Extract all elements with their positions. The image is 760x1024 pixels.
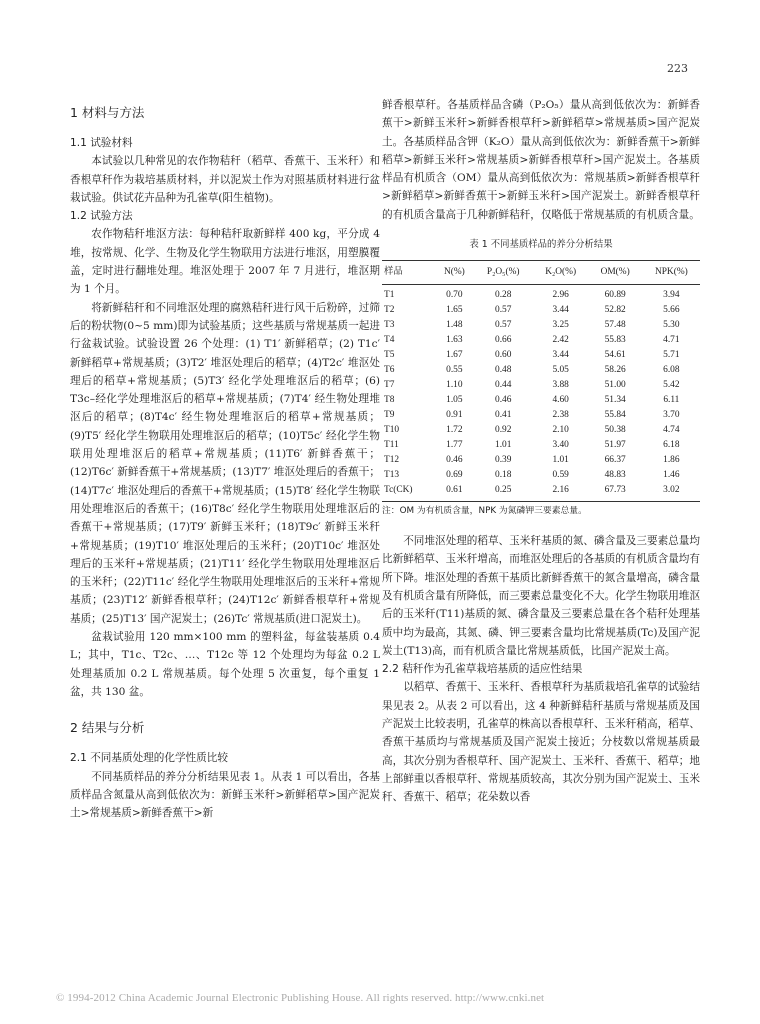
table-cell: 1.72 [446,425,463,436]
table-row [382,438,700,453]
table-row [382,348,700,363]
table-cell: 0.46 [446,455,463,466]
table-cell: T7 [384,380,395,391]
paragraph-adaptability-results: 以稻草、香蕉干、玉米秆、香根草秆为基质栽培孔雀草的试验结果见表 2。从表 2 可以看出，这 4 种新鲜秸秆基质与常规基质及国产泥炭土比较表明，孔雀草的株高以香根草秆、玉米秆稍高，稻草、香蕉干基质均与常规基质及国产泥炭土接近；分枝数以常规基质最高，其次分别为香根草秆、国产泥炭土、玉米秆、香蕉干、稻草；地上部鲜重以香根草秆、常规基质较高，其次分别为国产泥炭土、玉米秆、香蕉干、稻草；花朵数以香 [382,681,700,804]
table-row [382,453,700,468]
table-row [382,363,700,378]
table-cell: 1.63 [446,335,463,346]
table-cell: 0.60 [495,350,512,361]
table-row [382,408,700,423]
table-row [382,468,700,483]
table-cell: 0.57 [495,320,512,331]
table-cell: 0.66 [495,335,512,346]
table-cell: 1.86 [663,455,680,466]
table-cell: Tc(CK) [384,485,413,496]
table-cell: 52.82 [604,305,626,316]
table-row [382,333,700,348]
nutrient-table [382,260,700,502]
table-cell: 51.00 [604,380,626,391]
table-caption: 表 1 不同基质样品的养分分析结果 [469,239,613,251]
paragraph-composting-comparison: 不同堆沤处理的稻草、玉米秆基质的氮、磷含量及三要素总量均比新鲜稻草、玉米秆增高，而堆沤处理后的各基质的有机质含量均有所下降。堆沤处理的香蕉干基质比新鲜香蕉干的氮含量增高，磷含量及有机质含量有所降低，而三要素总量变化不大。化学生物联用堆沤后的玉米秆(T11)基质的氮、磷含量及三要素总量在各个秸秆处理基质中均为最高，其氮、磷、钾三要素含量均比常规基质(Tc)及国产泥炭土(T13)高，而有机质含量比常规基质低，比国产泥炭土高。 [382,535,700,657]
table-cell: T6 [384,365,395,376]
table-cell: T9 [384,410,395,421]
subsection-heading-methods: 1.2 试验方法 [70,210,133,223]
table-cell: 3.44 [552,350,569,361]
table-cell: 4.71 [663,335,680,346]
table-cell: 55.84 [604,410,626,421]
table-cell: 5.30 [663,320,680,331]
table-cell: 3.40 [552,440,569,451]
table-cell: 51.97 [604,440,626,451]
table-row [382,303,700,318]
section-heading-methods: 1 材料与方法 [70,105,145,120]
table-row [382,483,700,502]
table-cell: 0.48 [495,365,512,376]
table-cell: 1.67 [446,350,463,361]
copyright-footer: © 1994-2012 China Academic Journal Electronic Publishing House. All rights reserved. http://www.cnki.net [56,992,545,1004]
table-cell: T13 [384,470,400,481]
table-cell: 1.01 [552,455,569,466]
paragraph-nutrient-results: 不同基质样品的养分分析结果见表 1。从表 1 可以看出，各基质样品含氮量从高到低依次为：新鲜玉米秆>新鲜稻草>国产泥炭土>常规基质>新鲜香蕉干>新 [70,770,380,820]
table-cell: 2.38 [552,410,569,421]
table-cell: 0.61 [446,485,463,496]
table-cell: 57.48 [604,320,626,331]
table-row [382,423,700,438]
table-cell: 0.41 [495,410,512,421]
table-cell: T12 [384,455,400,466]
table-cell: 3.44 [552,305,569,316]
table-cell: 0.18 [495,470,512,481]
subsection-heading-chemical-properties: 2.1 不同基质处理的化学性质比较 [70,752,228,765]
right-column [382,96,700,807]
table-cell: 1.65 [446,305,463,316]
table-cell: 3.25 [552,320,569,331]
table-cell: 54.61 [604,350,626,361]
table-header-cell: 样品 [384,267,403,278]
table-row [382,378,700,393]
table-cell: T8 [384,395,395,406]
table-row [382,393,700,408]
table-cell: 1.01 [495,440,512,451]
table-header-cell: N(%) [443,267,465,278]
table-cell: 3.94 [663,290,680,301]
table-cell: 0.59 [552,470,569,481]
subsection-heading-adaptability: 2.2 秸秆作为孔雀草栽培基质的适应性结果 [382,663,583,676]
table-cell: 5.05 [552,365,569,376]
table-cell: 1.48 [446,320,463,331]
table-cell: 1.77 [446,440,463,451]
table-cell: 0.28 [495,290,512,301]
table-cell: T4 [384,335,395,346]
paragraph-materials: 本试验以几种常见的农作物秸秆（稻草、香蕉干、玉米秆）和香根草秆作为栽培基质材料，并以泥炭土作为对照基质材料进行盆栽试验。供试花卉品种为孔雀草(阳生植物)。 [70,155,380,204]
table-cell: 0.39 [495,455,512,466]
table-cell: 2.16 [552,485,569,496]
table-cell: 66.37 [604,455,626,466]
table-cell: 0.57 [495,305,512,316]
table-cell: 5.42 [663,380,680,391]
table-header-cell: K₂O(%) [545,267,577,278]
table-cell: 0.92 [495,425,512,436]
table-cell: 3.88 [552,380,569,391]
paragraph-treatments: 将新鲜秸秆和不同堆沤处理的腐熟秸秆进行风干后粉碎，过筛后的粉状物(0~5 mm)即为试验基质；这些基质与常规基质一起进行盆栽试验。试验设置 26 个处理：(1) T1′ 新鲜稻草；(2) T1c′ 新鲜稻草+常规基质；(3)T2′ 堆沤处理后的稻草；(4)T2c′ 堆沤处理后的稻草+常规基质；(5)T3′ 经化学处理堆沤后的稻草；(6) T3c–经化学处理堆沤后的稻草+常规基质；(7)T4′ 经生物处理堆沤后的稻草；(8)T4c′ 经生物处理堆沤后的稻草+常规基质；(9)T5′ 经化学生物联用处理堆沤后的稻草；(10)T5c′ 经化学生物联用处理堆沤后的稻草+常规基质；(11)T6′ 新鲜香蕉干；(12)T6c′ 新鲜香蕉干+常规基质；(13)T7′ 堆沤处理后的香蕉干；(14)T7c′ 堆沤处理后的香蕉干+常规基质；(15)T8′ 经化学生物联用处理堆沤后的香蕉干；(16)T8c′ 经化学生物联用处理堆沤后的香蕉干+常规基质；(17)T9′ 新鲜玉米秆；(18)T9c′ 新鲜玉米秆+常规基质；(19)T10′ 堆沤处理后的玉米秆；(20)T10c′ 堆沤处理后的玉米秆+常规基质；(21)T11′ 经化学生物联用处理堆沤后的玉米秆；(22)T11c′ 经化学生物联用处理堆沤后的玉米秆+常规基质；(23)T12′ 新鲜香根草秆；(24)T12c′ 新鲜香根草秆+常规基质；(25)T13′ 国产泥炭土；(26)Tc′ 常规基质(进口泥炭土)。 [70,301,380,625]
table-header-row [382,261,700,285]
table-cell: 6.18 [663,440,680,451]
table-cell: 48.83 [604,470,626,481]
table-cell: T2 [384,305,395,316]
table-cell: 0.55 [446,365,463,376]
table-cell: 0.46 [495,395,512,406]
table-cell: 1.10 [446,380,463,391]
table-cell: 0.69 [446,470,463,481]
page-number: 223 [667,62,688,75]
table-cell: T1 [384,290,395,301]
table-cell: 5.66 [663,305,680,316]
table-header-cell: P₂O₅(%) [486,267,520,278]
subsection-heading-materials: 1.1 试验材料 [70,137,133,149]
table-cell: 1.46 [663,470,680,481]
table-row [382,285,700,304]
table-cell: 0.25 [495,485,512,496]
table-cell: 50.38 [604,425,626,436]
table-cell: 2.96 [552,290,569,301]
section-heading-results: 2 结果与分析 [70,720,145,736]
table-cell: 1.05 [446,395,463,406]
table-cell: T5 [384,350,395,361]
table-header-cell: OM(%) [600,267,630,278]
table-cell: 55.83 [604,335,626,346]
table-cell: 2.42 [552,335,569,346]
table-cell: 4.60 [552,395,569,406]
paragraph-pot-experiment: 盆栽试验用 120 mm×100 mm 的塑料盆，每盆装基质 0.4 L；其中，T1c、T2c、…、T12c 等 12 个处理均为每盆 0.2 L 处理基质加 0.2 L 常规基质。每个处理 5 次重复，每个重复 1 盆，共 130 盆。 [70,631,380,698]
table-cell: T10 [384,425,400,436]
table-cell: 67.73 [604,485,626,496]
table-header-cell: NPK(%) [654,267,688,278]
table-cell: 6.11 [663,395,680,406]
table-cell: 2.10 [552,425,569,436]
table-cell: 0.70 [446,290,463,301]
table-cell: 0.44 [495,380,512,391]
table-cell: 51.34 [604,395,626,406]
table-cell: 60.89 [604,290,626,301]
table-cell: 6.08 [663,365,680,376]
table-note: 注：OM 为有机质含量，NPK 为氮磷钾三要素总量。 [382,506,587,517]
table-body [382,285,700,502]
table-cell: 58.26 [604,365,626,376]
table-cell: 4.74 [663,425,680,436]
table-cell: 3.02 [663,485,680,496]
paragraph-composting-method: 农作物秸秆堆沤方法：每种秸秆取新鲜样 400 kg，平分成 4 堆，按常规、化学、生物及化学生物联用方法进行堆沤，用塑膜覆盖，定时进行翻堆处理。堆沤处理于 2007 年 7 月进行，堆沤期为 1 个月。 [70,228,380,296]
table-cell: 5.71 [663,350,680,361]
table-row [382,318,700,333]
table-cell: 3.70 [663,410,680,421]
table-cell: T11 [384,440,399,451]
table-cell: 0.91 [446,410,463,421]
table-cell: T3 [384,320,395,331]
paragraph-nutrient-results-continued: 鲜香根草秆。各基质样品含磷（P₂O₅）量从高到低依次为：新鲜香蕉干>新鲜玉米秆>新鲜香根草秆>新鲜稻草>常规基质>国产泥炭土。各基质样品含钾（K₂O）量从高到低依次为：新鲜香蕉干>新鲜稻草>新鲜玉米秆>常规基质>新鲜香根草秆>国产泥炭土。各基质样品有机质含（OM）量从高到低依次为：常规基质>新鲜香根草秆>新鲜稻草>新鲜香蕉干>新鲜玉米秆>国产泥炭土。新鲜香根草秆的有机质含量高于几种新鲜秸秆，仅略低于常规基质的有机质含量。 [382,99,700,221]
left-column [70,96,380,822]
